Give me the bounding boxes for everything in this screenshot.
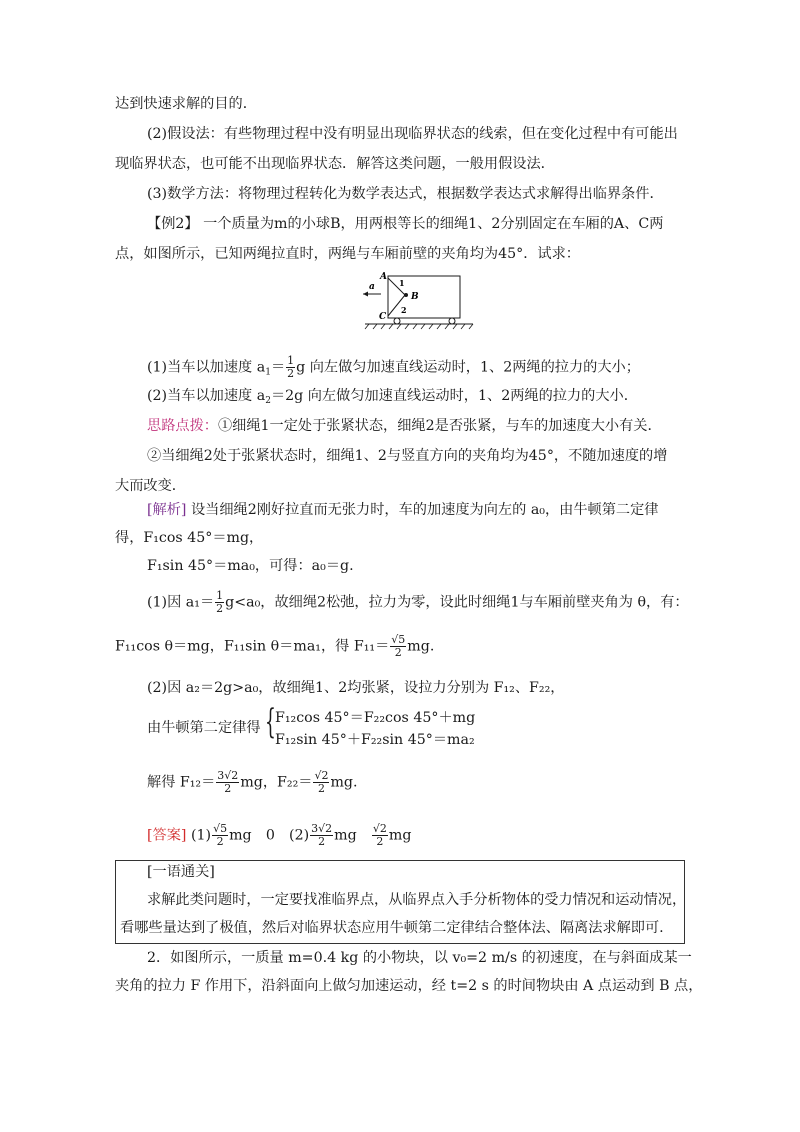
hint-line-2: ②当细绳2处于张紧状态时，细绳1、2与竖直方向的夹角均为45°，不随加速度的增 — [147, 448, 668, 464]
system-brace: { — [265, 702, 276, 742]
question-1: (1)当车以加速度 $a_1=$ $\frac{1}{2}$ g 向左做匀加速直线运动时，1、2两绳的拉力的大小； — [147, 354, 640, 380]
fraction-half-2: $\frac{1}{2}$ — [216, 589, 224, 615]
analysis-result: 解得 F₁₂＝ $\frac{3√2}{2}$ mg，F₂₂＝ $\frac{√2}{2}$ mg. — [147, 769, 358, 795]
analysis-line-2: 得，F₁cos 45°＝mg， — [115, 530, 264, 546]
answer-fraction-1: $\frac{√5}{2}$ — [213, 822, 228, 848]
analysis-line-3: F₁sin 45°＝ma₀，可得：a₀＝g. — [147, 558, 354, 574]
problem-2-line-2: 夹角的拉力 F 作用下，沿斜面向上做匀加速运动，经 t=2 s 的时间物块由 A 点运动到 B 点， — [115, 978, 703, 994]
example-line-1 — [147, 214, 663, 234]
wheel-right — [449, 318, 455, 324]
answer-line: [答案] (1) $\frac{√5}{2}$ mg 0 (2) $\frac{3√2}{2}$ mg $\frac{√2}{2}$ mg — [147, 822, 412, 848]
analysis-part-1: (1)因 a₁＝ $\frac{1}{2}$ g<a₀，故细绳2松弛，拉力为零，设此时细绳1与车厢前壁夹角为 θ，有： — [147, 589, 689, 615]
system-eq-2: F₁₂sin 45°＋F₂₂sin 45°＝ma₂ — [275, 732, 475, 748]
label-c: C — [379, 312, 387, 322]
example-label: 【例2】 — [147, 216, 199, 232]
label-rope-2: 2 — [401, 305, 407, 315]
hint-line-1: 思路点拨：①细绳1一定处于张紧状态，细绳2是否张紧，与车的加速度大小有关． — [147, 418, 662, 434]
analysis-label: [解析] — [147, 502, 187, 518]
intro-line-1: 达到快速求解的目的． — [115, 96, 257, 112]
answer-fraction-2: $\frac{3√2}{2}$ — [311, 822, 333, 848]
hint-line-3: 大而改变． — [115, 478, 186, 494]
problem-2-line-1: 2．如图所示，一质量 m=0.4 kg 的小物块，以 v₀=2 m/s 的初速度，在与斜面成某一 — [147, 950, 692, 966]
fraction-3sqrt2-half: $\frac{3√2}{2}$ — [217, 769, 239, 795]
label-rope-1: 1 — [399, 278, 405, 288]
analysis-part-2: (2)因 a₂＝2g>a₀，故细绳1、2均张紧，设拉力分别为 F₁₂、F₂₂， — [147, 680, 565, 696]
label-a: A — [380, 272, 387, 282]
fraction-sqrt2-half: $\frac{√2}{2}$ — [314, 769, 329, 795]
math-method-line: (3)数学方法：将物理过程转化为数学表达式，根据数学表达式求解得出临界条件． — [147, 186, 664, 202]
acceleration-arrow-head — [363, 292, 368, 297]
example-line-2: 点，如图所示，已知两绳拉直时，两绳与车厢前壁的夹角均为45°．试求： — [115, 246, 580, 262]
fraction-half: $\frac{1}{2}$ — [287, 354, 295, 380]
cart-figure — [355, 268, 485, 330]
summary-line-1: 求解此类问题时，一定要找准临界点，从临界点入手分析物体的受力情况和运动情况， — [147, 892, 687, 908]
system-label: 由牛顿第二定律得 — [147, 720, 261, 736]
wheel-left — [394, 318, 400, 324]
answer-fraction-3: $\frac{√2}{2}$ — [372, 822, 387, 848]
system-eq-1: F₁₂cos 45°＝F₂₂cos 45°＋mg — [275, 710, 476, 726]
ball-b — [404, 293, 408, 297]
assume-line-2: 现临界状态，也可能不出现临界状态．解答这类问题，一般用假设法． — [115, 156, 555, 172]
hint-label: 思路点拨： — [147, 418, 218, 434]
summary-title: [一语通关] — [147, 864, 215, 880]
ground-hatch — [365, 324, 473, 329]
summary-line-2: 看哪些量达到了极值，然后对临界状态应用牛顿第二定律结合整体法、隔离法求解即可. — [120, 920, 664, 936]
analysis-line-1: [解析] 设当细绳2刚好拉直而无张力时，车的加速度为向左的 a₀，由牛顿第二定律 — [147, 502, 659, 518]
assume-line-1: (2)假设法：有些物理过程中没有明显出现临界状态的线索，但在变化过程中有可能出 — [147, 126, 678, 142]
question-2: (2)当车以加速度 $a_2=2g$ 向左做匀加速直线运动时，1、2两绳的拉力的大小． — [147, 388, 638, 406]
example-text-1: 一个质量为m的小球B，用两根等长的细绳1、2分别固定在车厢的A、C两 — [203, 216, 664, 232]
label-b: B — [411, 292, 419, 302]
label-acc: a — [369, 282, 375, 292]
fraction-sqrt5-half: $\frac{√5}{2}$ — [391, 633, 406, 659]
answer-label: [答案] — [147, 827, 187, 844]
analysis-part-1-eq: F₁₁cos θ＝mg，F₁₁sin θ＝ma₁，得 F₁₁＝ $\frac{√5}{2}$ mg. — [115, 633, 435, 659]
